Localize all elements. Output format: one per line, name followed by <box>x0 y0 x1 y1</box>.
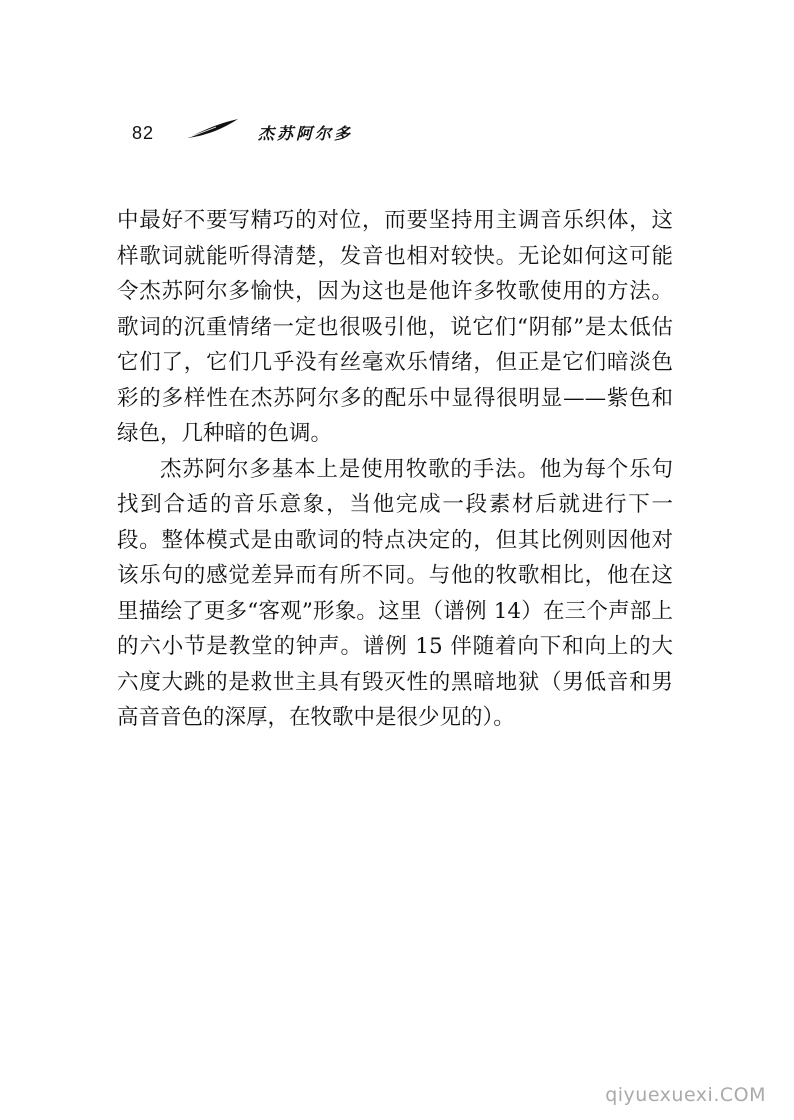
paragraph-1: 中最好不要写精巧的对位，而要坚持用主调音乐织体，这样歌词就能听得清楚，发音也相对较快。无论如何这可能令杰苏阿尔多愉快，因为这也是他许多牧歌使用的方法。歌词的沉重情绪一定也很吸引他，说它们“阴郁”是太低估它们了，它们几乎没有丝毫欢乐情绪，但正是它们暗淡色彩的多样性在杰苏阿尔多的配乐中显得很明显——紫色和绿色，几种暗的色调。 <box>117 208 673 446</box>
watermark: qiyuexuexi.COM <box>605 1084 766 1106</box>
paragraph-2: 杰苏阿尔多基本上是使用牧歌的手法。他为每个乐句找到合适的音乐意象，当他完成一段素材后就进行下一段。整体模式是由歌词的特点决定的，但其比例则因他对该乐句的感觉差异而有所不同。与他的牧歌相比，他在这里描绘了更多“客观”形象。这里（谱例 14）在三个声部上的六小节是教堂的钟声。谱例 15 伴随着向下和向上的大六度大跳的是救世主具有毁灭性的黑暗地狱（男低音和男高音音色的深厚，在牧歌中是很少见的）。 <box>117 456 673 730</box>
running-title: 杰苏阿尔多 <box>258 124 354 143</box>
body-text <box>117 203 673 736</box>
feather-quill-icon <box>186 118 240 140</box>
page-header <box>130 118 450 150</box>
page-number: 82 <box>132 123 155 143</box>
